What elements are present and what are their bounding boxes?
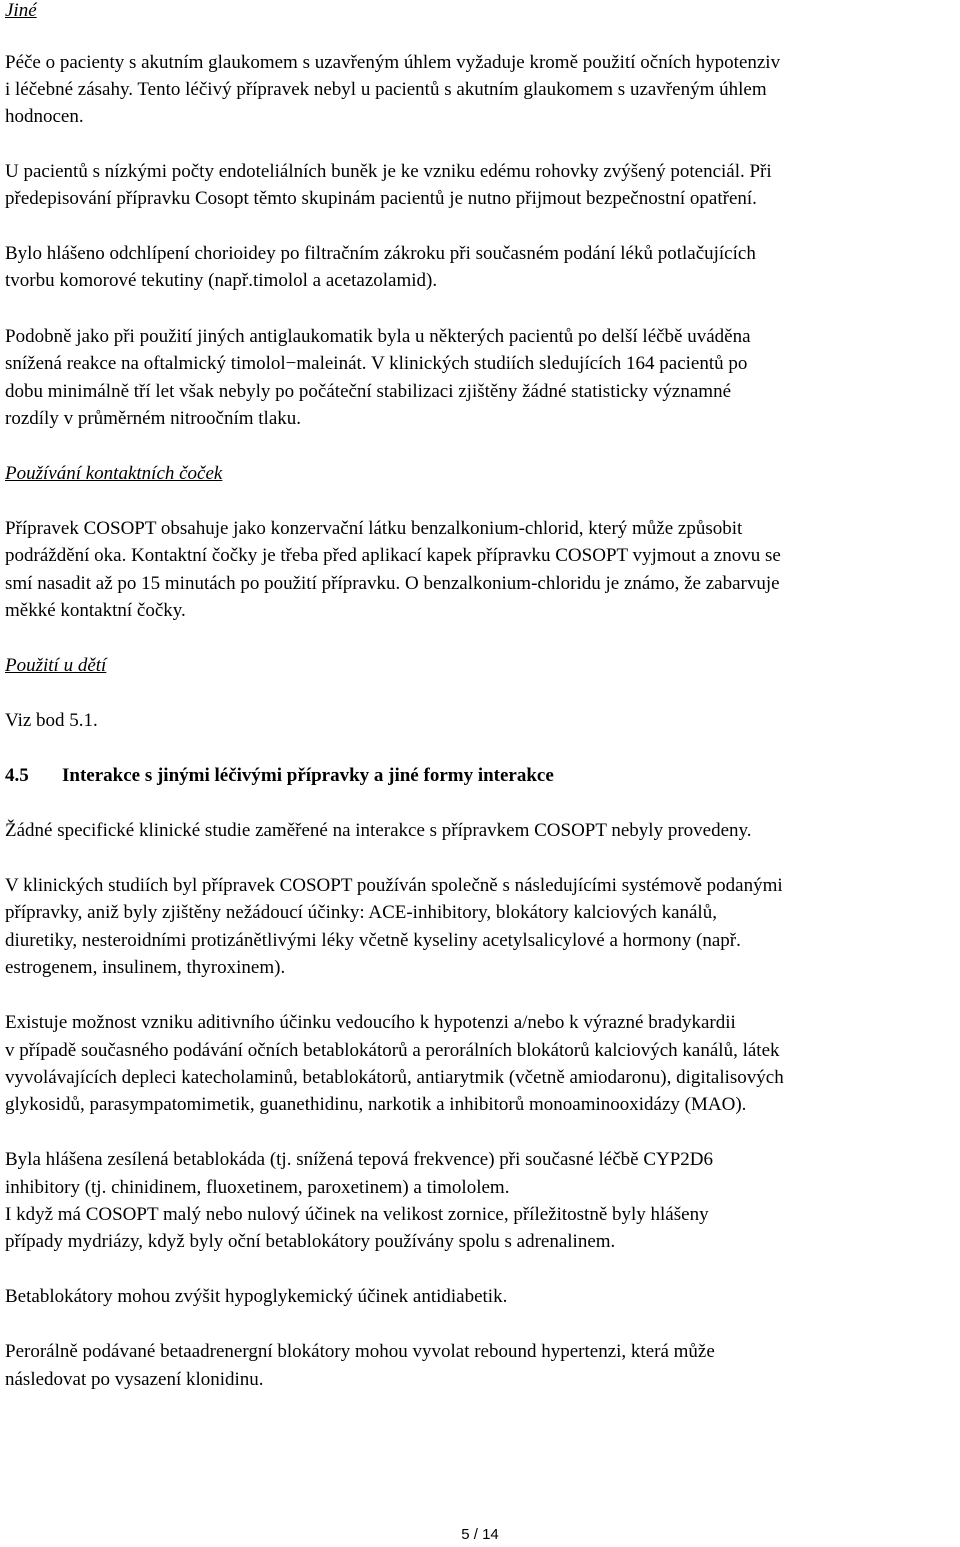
p4-line-4: rozdíly v průměrném nitroočním tlaku. — [5, 408, 302, 429]
p3-line-2: tvorbu komorové tekutiny (např.timolol a acetazolamid). — [5, 270, 438, 291]
p8-line-3: diuretiky, nesteroidními protizánětlivými léky včetně kyseliny acetylsalicylové a hormony (např. — [5, 930, 741, 951]
section-heading — [5, 765, 554, 787]
p10-line-3: I když má COSOPT malý nebo nulový účinek na velikost zornice, příležitostně byly hlášeny — [5, 1204, 709, 1225]
p11-line: Betablokátory mohou zvýšit hypoglykemický účinek antidiabetik. — [5, 1286, 508, 1307]
heading-contact-lenses: Používání kontaktních čoček — [5, 463, 223, 484]
p1-line-2: i léčebné zásahy. Tento léčivý přípravek nebyl u pacientů s akutním glaukomem s uzavřeným úhlem — [5, 79, 767, 100]
section-number: 4.5 — [5, 765, 29, 786]
page-number: 5 / 14 — [461, 1526, 499, 1543]
p3-line-1: Bylo hlášeno odchlípení chorioidey po filtračním zákroku při současném podání léků potlačujících — [5, 243, 756, 264]
p6-line: Viz bod 5.1. — [5, 710, 98, 731]
p4-line-1: Podobně jako při použití jiných antiglaukomatik byla u některých pacientů po delší léčbě uváděna — [5, 326, 751, 347]
p2-line-1: U pacientů s nízkými počty endoteliálních buněk je ke vzniku edému rohovky zvýšený potenciál. Při — [5, 161, 772, 182]
p4-line-3: dobu minimálně tří let však nebyly po počáteční stabilizaci zjištěny žádné statisticky významné — [5, 381, 732, 402]
heading-children: Použití u dětí — [5, 655, 107, 676]
section-title: Interakce s jinými léčivými přípravky a jiné formy interakce — [62, 765, 554, 786]
p12-line-2: následovat po vysazení klonidinu. — [5, 1369, 264, 1390]
p10-line-4: případy mydriázy, když byly oční betablokátory používány spolu s adrenalinem. — [5, 1231, 616, 1252]
p4-line-2: snížená reakce na oftalmický timolol−maleinát. V klinických studiích sledujících 164 pacientů po — [5, 353, 748, 374]
p2-line-2: předepisování přípravku Cosopt těmto skupinám pacientů je nutno přijmout bezpečnostní opatření. — [5, 188, 757, 209]
p9-line-1: Existuje možnost vzniku aditivního účinku vedoucího k hypotenzi a/nebo k výrazné bradykardii — [5, 1012, 736, 1033]
p5-line-4: měkké kontaktní čočky. — [5, 600, 186, 621]
p5-line-2: podráždění oka. Kontaktní čočky je třeba před aplikací kapek přípravku COSOPT vyjmout a znovu se — [5, 545, 781, 566]
p7-line: Žádné specifické klinické studie zaměřené na interakce s přípravkem COSOPT nebyly provedeny. — [5, 820, 752, 841]
p8-line-1: V klinických studiích byl přípravek COSOPT používán společně s následujícími systémově podanými — [5, 875, 783, 896]
p12-line-1: Perorálně podávané betaadrenergní blokátory mohou vyvolat rebound hypertenzi, která může — [5, 1341, 715, 1362]
p1-line-3: hodnocen. — [5, 106, 84, 127]
p10-line-1: Byla hlášena zesílená betablokáda (tj. snížená tepová frekvence) při současné léčbě CYP2D6 — [5, 1149, 714, 1170]
heading-jine: Jiné — [5, 0, 37, 21]
p5-line-3: smí nasadit až po 15 minutách po použití přípravku. O benzalkonium-chloridu je známo, že zabarvuje — [5, 573, 780, 594]
p9-line-2: v případě současného podávání očních betablokátorů a perorálních blokátorů kalciových kanálů, látek — [5, 1040, 780, 1061]
p5-line-1: Přípravek COSOPT obsahuje jako konzervační látku benzalkonium-chlorid, který může způsobit — [5, 518, 743, 539]
p9-line-3: vyvolávajících depleci katecholaminů, betablokátorů, antiarytmik (včetně amiodaronu), digitalisových — [5, 1067, 784, 1088]
p9-line-4: glykosidů, parasympatomimetik, guanethidinu, narkotik a inhibitorů monoaminooxidázy (MAO). — [5, 1094, 747, 1115]
p10-line-2: inhibitory (tj. chinidinem, fluoxetinem, paroxetinem) a timololem. — [5, 1177, 510, 1198]
p8-line-2: přípravky, aniž byly zjištěny nežádoucí účinky: ACE-inhibitory, blokátory kalciových kanálů, — [5, 902, 717, 923]
p1-line-1: Péče o pacienty s akutním glaukomem s uzavřeným úhlem vyžaduje kromě použití očních hypotenziv — [5, 52, 781, 73]
p8-line-4: estrogenem, insulinem, thyroxinem). — [5, 957, 286, 978]
